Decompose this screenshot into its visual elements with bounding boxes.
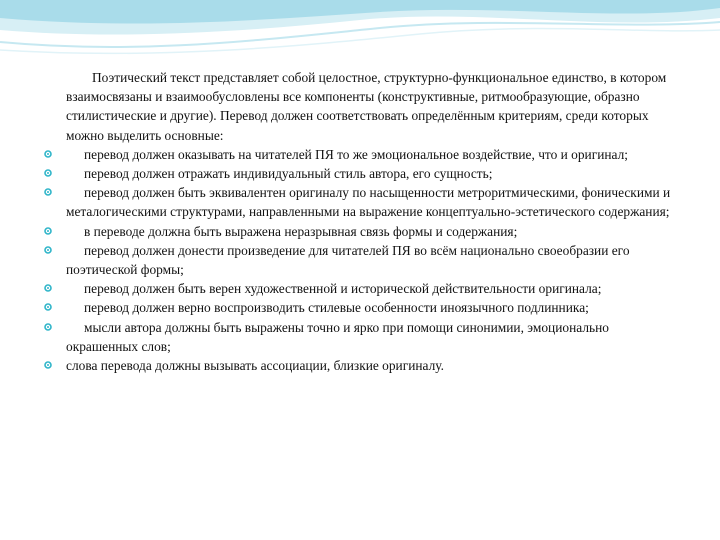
bullet-icon bbox=[44, 227, 52, 235]
list-item-text: перевод должен верно воспроизводить стилевые особенности иноязычного подлинника; bbox=[84, 300, 589, 316]
list-item bbox=[44, 241, 684, 279]
list-item bbox=[44, 298, 684, 317]
slide-content bbox=[44, 68, 684, 375]
list-item-text: мысли автора должны быть выражены точно и ярко при помощи синонимии, эмоционально окрашенных слов; bbox=[66, 319, 609, 354]
list-item bbox=[44, 222, 684, 241]
list-item-text: перевод должен быть верен художественной и исторической действительности оригинала; bbox=[84, 281, 602, 297]
list-item-text: перевод должен быть эквивалентен оригиналу по насыщенности метроритмическими, фоническими и металогическими структурами, направленными на выражение концептуально-эстетического содержания; bbox=[66, 185, 671, 220]
bullet-icon bbox=[44, 323, 52, 331]
bullet-icon bbox=[44, 303, 52, 311]
list-item bbox=[44, 318, 684, 356]
criteria-list bbox=[44, 145, 684, 375]
list-item-text: перевод должен отражать индивидуальный стиль автора, его сущность; bbox=[84, 166, 493, 182]
bullet-icon bbox=[44, 284, 52, 292]
header-wave-decoration bbox=[0, 0, 720, 70]
list-item-text: в переводе должна быть выражена неразрывная связь формы и содержания; bbox=[84, 223, 518, 239]
bullet-icon bbox=[44, 188, 52, 196]
list-item bbox=[44, 279, 684, 298]
list-item bbox=[44, 356, 684, 375]
bullet-icon bbox=[44, 361, 52, 369]
bullet-icon bbox=[44, 169, 52, 177]
intro-paragraph: Поэтический текст представляет собой целостное, структурно-функциональное единство, в котором взаимосвязаны и взаимообусловлены все компоненты (конструктивные, ритмообразующие, образно стилистические и другие). Перевод должен соответствовать определённым критериям, среди которых можно выделить основные: bbox=[66, 70, 667, 143]
list-item-text: перевод должен донести произведение для читателей ПЯ во всём национально своеобразии его поэтической формы; bbox=[66, 242, 630, 278]
list-item bbox=[44, 183, 684, 221]
list-item bbox=[44, 145, 684, 164]
list-item-text: перевод должен оказывать на читателей ПЯ то же эмоциональное воздействие, что и оригинал; bbox=[84, 146, 628, 162]
bullet-icon bbox=[44, 150, 52, 158]
bullet-icon bbox=[44, 246, 52, 254]
list-item-text: слова перевода должны вызывать ассоциации, близкие оригиналу. bbox=[66, 358, 444, 374]
list-item bbox=[44, 164, 684, 183]
